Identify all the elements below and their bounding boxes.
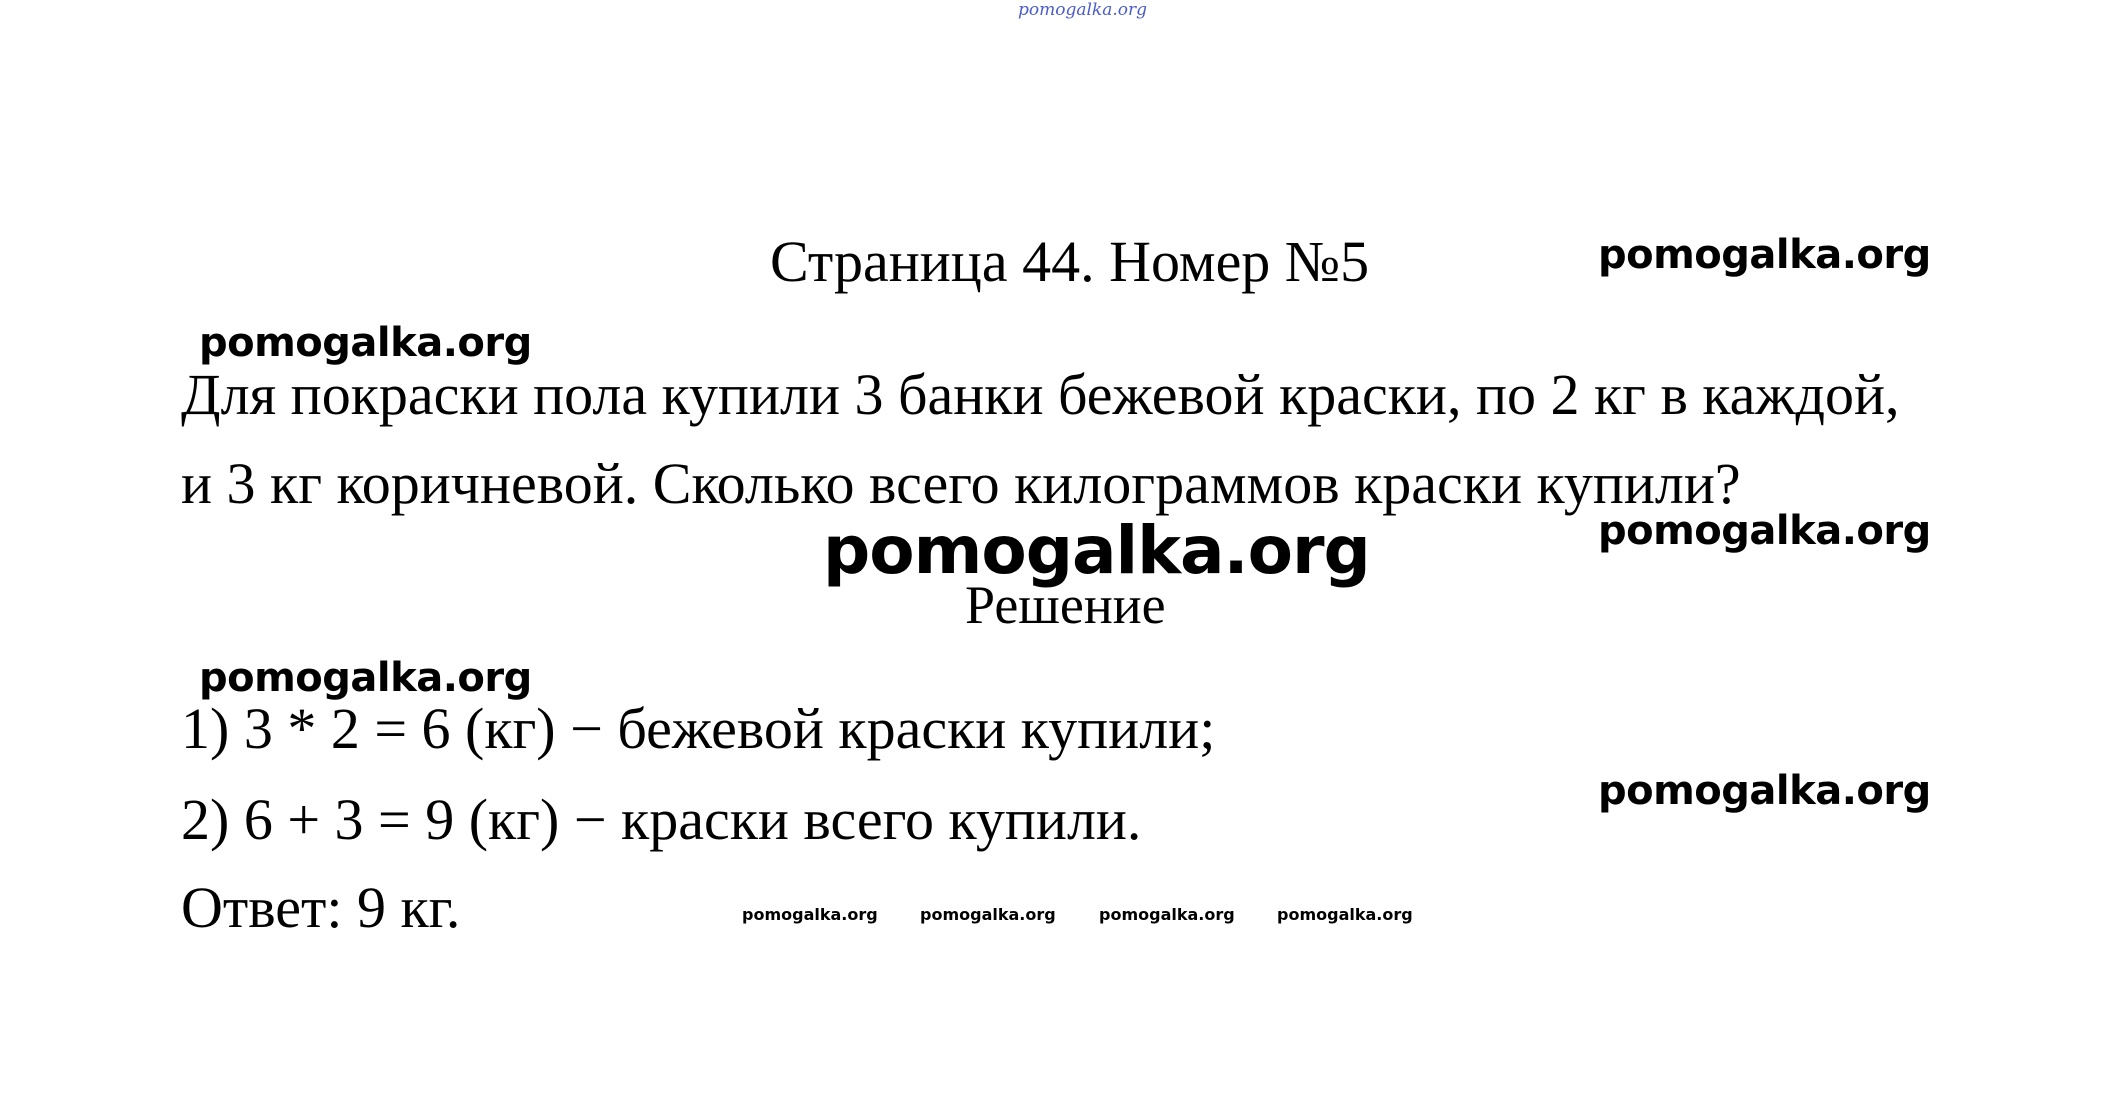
watermark: pomogalka.org (1598, 232, 1931, 278)
watermark-small: pomogalka.org (1099, 905, 1235, 924)
watermark: pomogalka.org (1598, 768, 1931, 814)
problem-text-line: и 3 кг коричневой. Сколько всего килограммов краски купили? (181, 451, 1741, 516)
watermark: pomogalka.org (1598, 508, 1931, 554)
answer-text: Ответ: 9 кг. (181, 875, 461, 940)
watermark: pomogalka.org (199, 655, 532, 701)
watermark-large: pomogalka.org (823, 512, 1370, 589)
solution-step: 1) 3 * 2 = 6 (кг) − бежевой краски купили; (181, 696, 1216, 761)
solution-heading: Решение (965, 575, 1166, 635)
header-site-link[interactable]: pomogalka.org (1018, 0, 1148, 20)
solution-step: 2) 6 + 3 = 9 (кг) − краски всего купили. (181, 787, 1142, 852)
watermark-small: pomogalka.org (742, 905, 878, 924)
watermark-small: pomogalka.org (920, 905, 1056, 924)
watermark: pomogalka.org (199, 320, 532, 366)
problem-text-line: Для покраски пола купили 3 банки бежевой краски, по 2 кг в каждой, (181, 362, 1900, 427)
watermark-small: pomogalka.org (1277, 905, 1413, 924)
page-title: Страница 44. Номер №5 (770, 229, 1370, 294)
